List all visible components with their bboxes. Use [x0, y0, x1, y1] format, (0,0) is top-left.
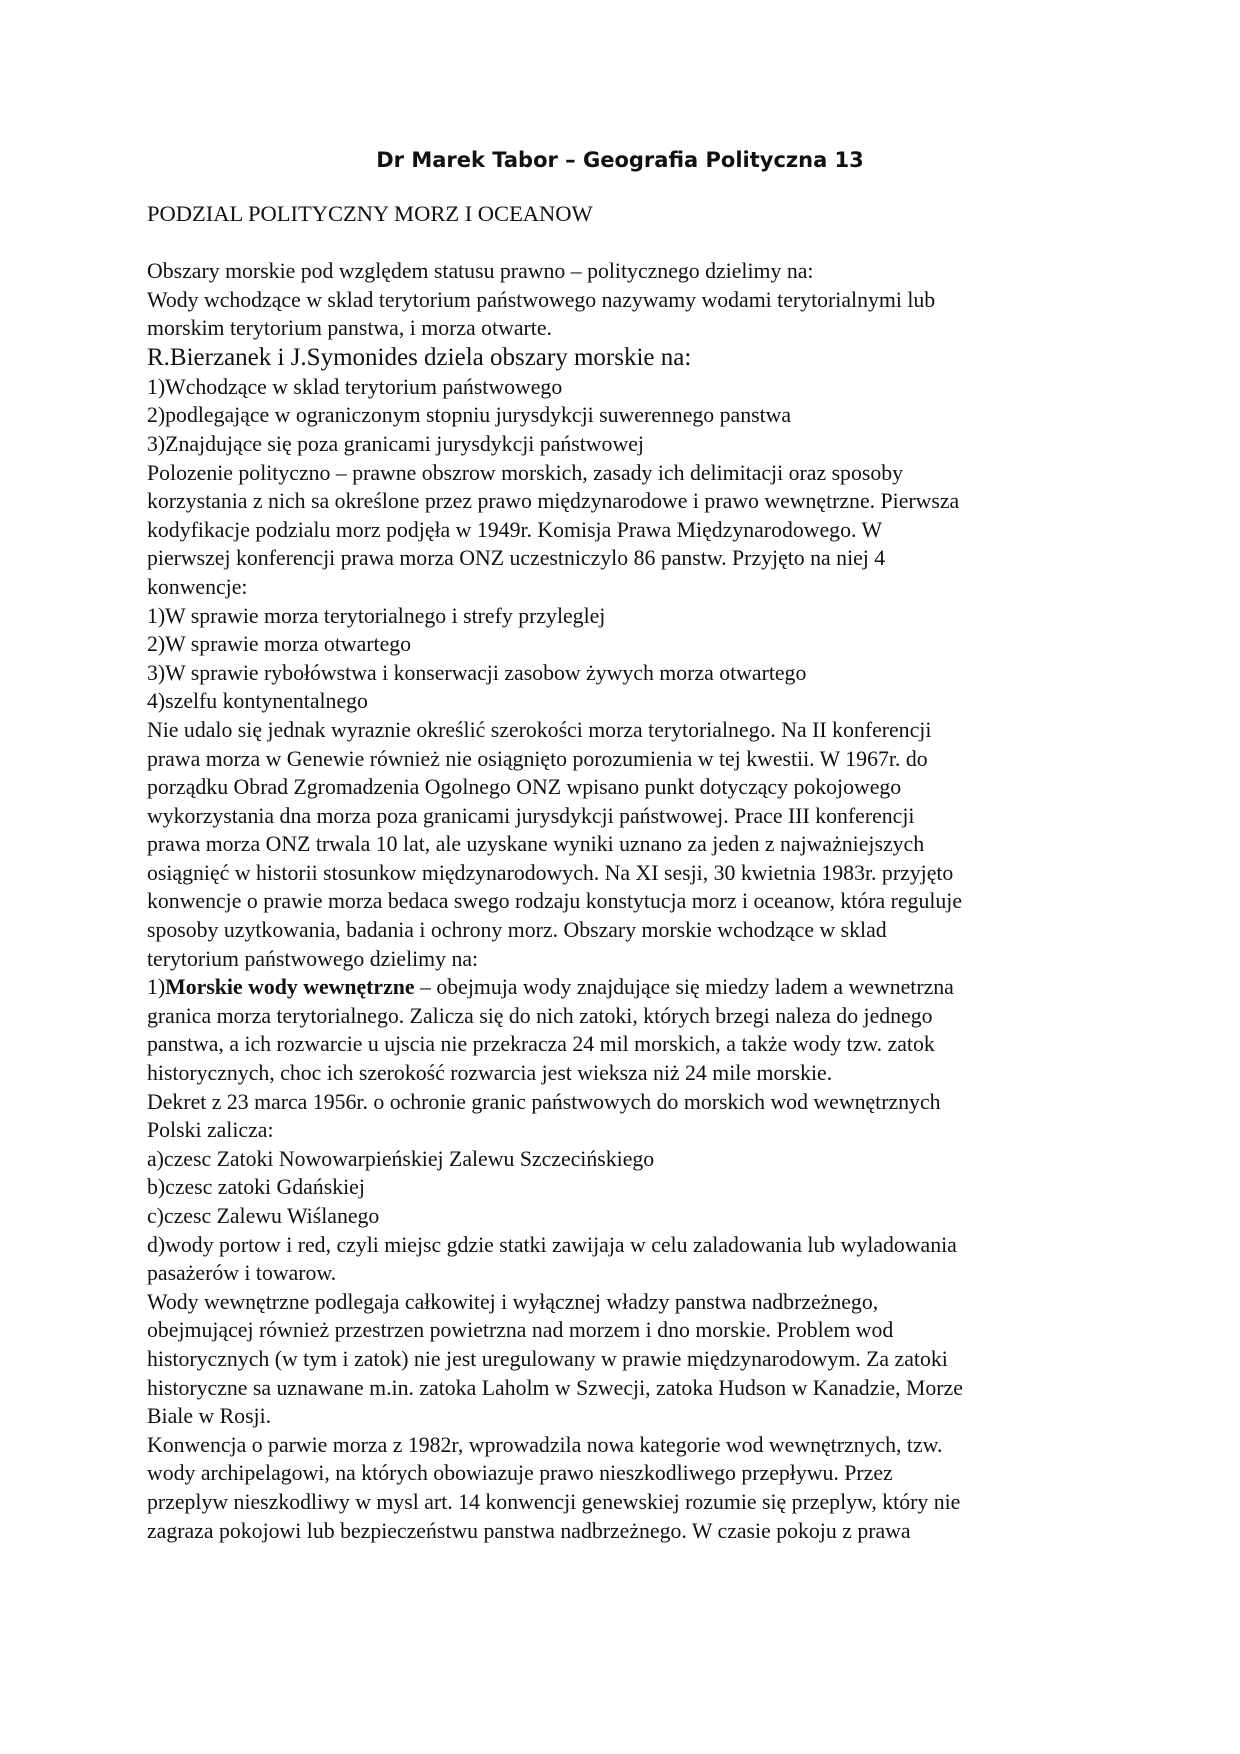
line-text: historycznych, choc ich szerokość rozwarcia jest wieksza niż 24 mile morskie. — [147, 1061, 833, 1086]
text-line — [147, 602, 1097, 631]
line-text: b)czesc zatoki Gdańskiej — [147, 1175, 365, 1200]
line-text: Polozenie polityczno – prawne obszrow morskich, zasady ich delimitacji oraz sposoby — [147, 460, 904, 485]
line-text: Dekret z 23 marca 1956r. o ochronie granic państwowych do morskich wod wewnętrznych — [147, 1089, 941, 1114]
text-line — [147, 887, 1097, 916]
line-text: osiągnięć w historii stosunkow międzynarodowych. Na XI sesji, 30 kwietnia 1983r. przyjęto — [147, 860, 954, 885]
text-line — [147, 459, 1097, 488]
text-line — [147, 1402, 1097, 1431]
text-line — [147, 745, 1097, 774]
text-line — [147, 430, 1097, 459]
section-heading: PODZIAL POLITYCZNY MORZ I OCEANOW — [147, 201, 593, 226]
text-line — [147, 1259, 1097, 1288]
text-line — [147, 1088, 1097, 1117]
line-text: Wody wewnętrzne podlegaja całkowitej i wyłącznej władzy panstwa nadbrzeżnego, — [147, 1289, 879, 1314]
text-line — [147, 945, 1097, 974]
text-line — [147, 659, 1097, 688]
body-text — [147, 257, 1097, 1545]
line-text: zagraza pokojowi lub bezpieczeństwu panstwa nadbrzeżnego. W czasie pokoju z prawa — [147, 1518, 911, 1543]
line-text: 1)Wchodzące w sklad terytorium państwowego — [147, 374, 563, 399]
text-line — [147, 630, 1097, 659]
line-text: porządku Obrad Zgromadzenia Ogolnego ONZ wpisano punkt dotyczący pokojowego — [147, 775, 902, 800]
text-line — [147, 401, 1097, 430]
line-text: 3)W sprawie rybołówstwa i konserwacji zasobow żywych morza otwartego — [147, 660, 807, 685]
text-line — [147, 1002, 1097, 1031]
text-line — [147, 516, 1097, 545]
line-text: Obszary morskie pod względem statusu prawno – politycznego dzielimy na: — [147, 259, 814, 283]
text-line — [147, 573, 1097, 602]
line-text: d)wody portow i red, czyli miejsc gdzie statki zawijaja w celu zaladowania lub wyladowania — [147, 1232, 957, 1257]
line-text: historycznych (w tym i zatok) nie jest uregulowany w prawie międzynarodowym. Za zatoki — [147, 1346, 948, 1371]
text-line — [147, 773, 1097, 802]
line-text: – obejmuja wody znajdujące się miedzy ladem a wewnetrzna — [414, 975, 954, 1000]
line-text: obejmującej również przestrzen powietrzna nad morzem i dno morskie. Problem wod — [147, 1318, 894, 1343]
text-line — [147, 544, 1097, 573]
line-text: sposoby uzytkowania, badania i ochrony morz. Obszary morskie wchodzące w sklad — [147, 918, 887, 943]
line-text: panstwa, a ich rozwarcie u ujscia nie przekracza 24 mil morskich, a także wody tzw. zatok — [147, 1032, 935, 1057]
line-text: prawa morza ONZ trwala 10 lat, ale uzyskane wyniki uznano za jeden z najważniejszych — [147, 832, 925, 857]
line-text: R.Bierzanek i J.Symonides dziela obszary morskie na: — [147, 343, 692, 371]
text-line — [147, 716, 1097, 745]
text-line — [147, 1316, 1097, 1345]
line-text: pasażerów i towarow. — [147, 1261, 337, 1286]
line-text: konwencje o prawie morza bedaca swego rodzaju konstytucja morz i oceanow, która reguluje — [147, 889, 963, 914]
line-text: Nie udalo się jednak wyraznie określić szerokości morza terytorialnego. Na II konferencji — [147, 717, 932, 742]
line-text: c)czesc Zalewu Wiślanego — [147, 1204, 380, 1228]
line-text: morskim terytorium panstwa, i morza otwarte. — [147, 316, 552, 341]
text-line — [147, 286, 1097, 315]
line-text: a)czesc Zatoki Nowowarpieńskiej Zalewu Szczecińskiego — [147, 1146, 655, 1171]
line-text: Polski zalicza: — [147, 1118, 274, 1143]
text-line — [147, 1145, 1097, 1174]
line-text: przeplyw nieszkodliwy w mysl art. 14 konwencji genewskiej rozumie się przeplyw, który nie — [147, 1489, 961, 1514]
text-line — [147, 973, 1097, 1002]
line-text: pierwszej konferencji prawa morza ONZ uczestniczylo 86 panstw. Przyjęto na niej 4 — [147, 546, 886, 571]
line-prefix: 1) — [147, 975, 166, 1000]
text-line — [147, 257, 1097, 286]
line-text: 2)W sprawie morza otwartego — [147, 632, 412, 657]
text-line — [147, 343, 1097, 373]
text-line — [147, 859, 1097, 888]
text-line — [147, 1059, 1097, 1088]
line-text: wody archipelagowi, na których obowiazuje prawo nieszkodliwego przepływu. Przez — [147, 1461, 893, 1486]
line-text: terytorium państwowego dzielimy na: — [147, 946, 479, 971]
text-line — [147, 687, 1097, 716]
line-text: granica morza terytorialnego. Zalicza się do nich zatoki, których brzegi naleza do jednego — [147, 1003, 933, 1028]
text-line — [147, 1116, 1097, 1145]
text-line — [147, 1488, 1097, 1517]
text-line — [147, 1431, 1097, 1460]
text-line — [147, 1288, 1097, 1317]
line-text: historyczne sa uznawane m.in. zatoka Laholm w Szwecji, zatoka Hudson w Kanadzie, Morze — [147, 1375, 963, 1400]
text-line — [147, 802, 1097, 831]
text-line — [147, 487, 1097, 516]
text-line — [147, 1459, 1097, 1488]
text-line — [147, 1030, 1097, 1059]
text-line — [147, 1345, 1097, 1374]
text-line — [147, 373, 1097, 402]
line-text: 2)podlegające w ograniczonym stopniu jurysdykcji suwerennego panstwa — [147, 403, 792, 428]
text-line — [147, 1517, 1097, 1546]
text-line — [147, 314, 1097, 343]
line-text: 4)szelfu kontynentalnego — [147, 689, 368, 714]
line-text: kodyfikacje podzialu morz podjęła w 1949r. Komisja Prawa Międzynarodowego. W — [147, 517, 883, 542]
line-text: korzystania z nich sa określone przez prawo międzynarodowe i prawo wewnętrzne. Pierwsza — [147, 489, 960, 514]
text-line — [147, 830, 1097, 859]
text-line — [147, 1202, 1097, 1231]
line-text: 3)Znajdujące się poza granicami jurysdykcji państwowej — [147, 431, 644, 456]
line-text: Wody wchodzące w sklad terytorium państwowego nazywamy wodami terytorialnymi lub — [147, 287, 936, 312]
line-text: konwencje: — [147, 574, 248, 599]
line-text: Biale w Rosji. — [147, 1404, 272, 1429]
line-text: 1)W sprawie morza terytorialnego i strefy przyleglej — [147, 603, 606, 628]
text-line — [147, 916, 1097, 945]
document-title: Dr Marek Tabor – Geografia Polityczna 13 — [376, 148, 864, 172]
bold-term: Morskie wody wewnętrzne — [165, 975, 415, 1000]
line-text: wykorzystania dna morza poza granicami jurysdykcji państwowej. Prace III konferencji — [147, 803, 915, 828]
text-line — [147, 1173, 1097, 1202]
line-text: prawa morza w Genewie również nie osiągnięto porozumienia w tej kwestii. W 1967r. do — [147, 746, 928, 771]
text-line — [147, 1231, 1097, 1260]
line-text: Konwencja o parwie morza z 1982r, wprowadzila nowa kategorie wod wewnętrznych, tzw. — [147, 1432, 943, 1457]
text-line — [147, 1374, 1097, 1403]
